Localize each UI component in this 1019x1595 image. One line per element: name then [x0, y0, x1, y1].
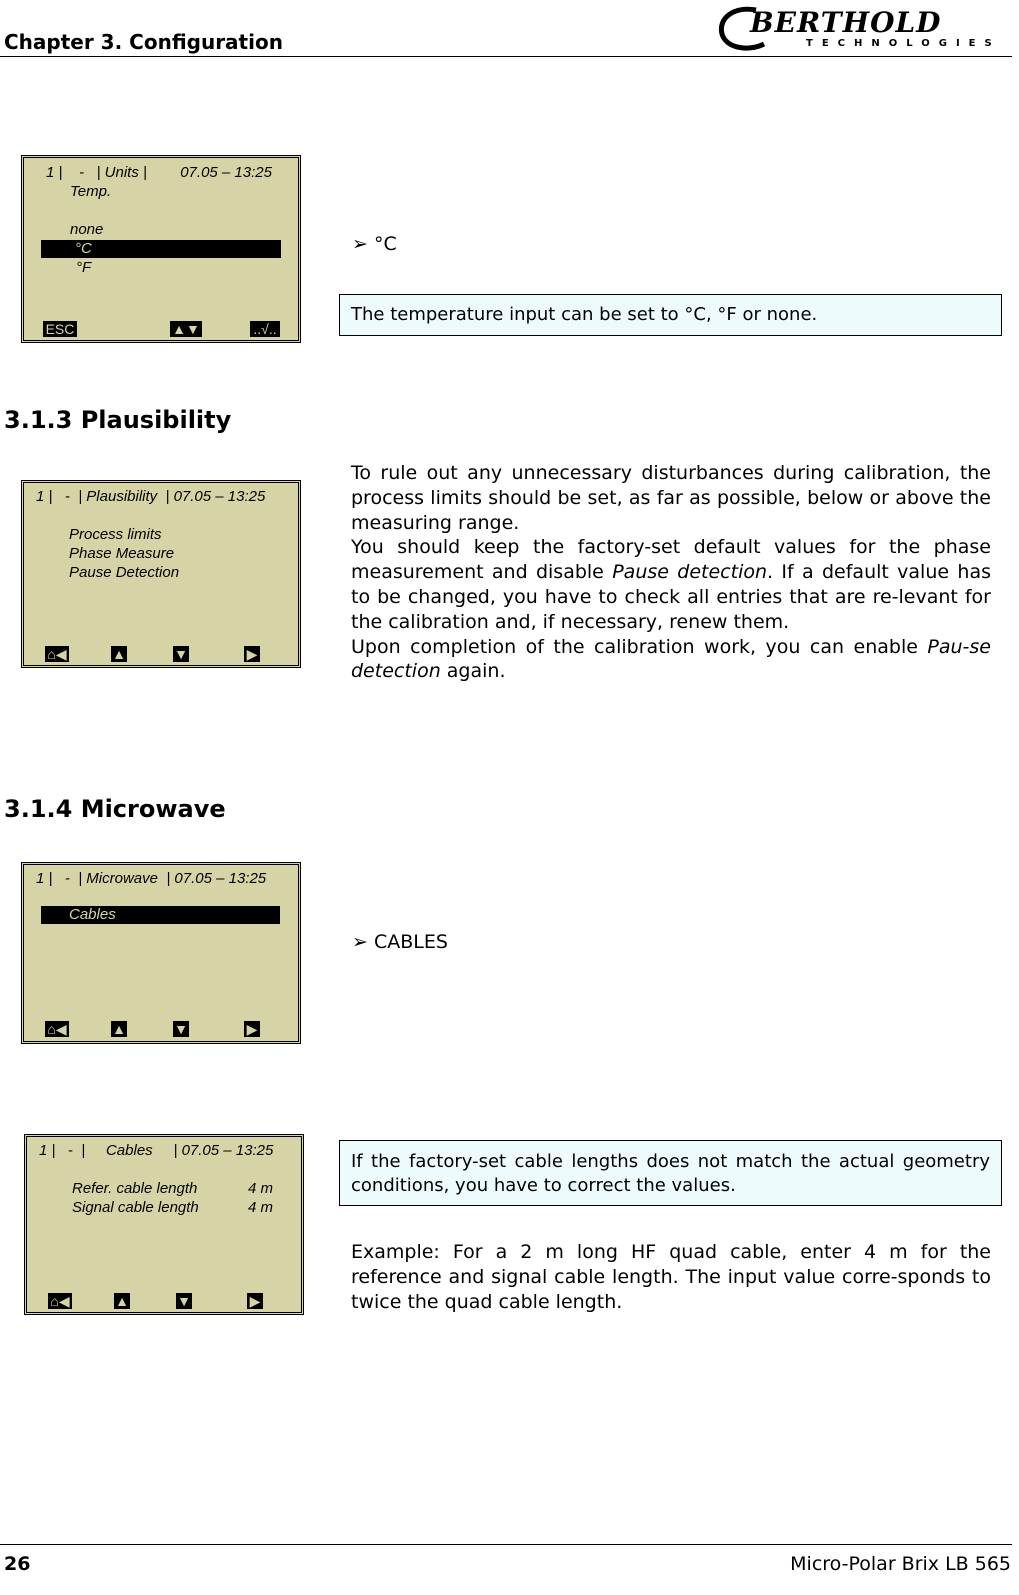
product-name: Micro-Polar Brix LB 565: [790, 1553, 1011, 1575]
up-button[interactable]: ▲: [115, 1293, 129, 1309]
option-celsius-selected[interactable]: °C: [41, 240, 281, 258]
screen-title-bar: 1 | - | Cables | 07.05 – 13:25: [39, 1142, 274, 1159]
signal-cable-length-value[interactable]: 4 m: [248, 1199, 274, 1216]
home-left-button[interactable]: ⌂◀: [48, 1293, 72, 1309]
menu-item-cables-selected[interactable]: Cables: [41, 906, 280, 924]
units-note: The temperature input can be set to °C, °F or none.: [339, 294, 1002, 336]
home-left-button[interactable]: ⌂◀: [45, 1021, 69, 1037]
screen-title-bar: 1 | - | Plausibility | 07.05 – 13:25: [36, 488, 266, 505]
home-left-button[interactable]: ⌂◀: [45, 646, 69, 662]
down-button[interactable]: ▼: [177, 1293, 191, 1309]
microwave-bullet: ➢ CABLES: [352, 931, 448, 953]
plausibility-screen: [21, 480, 301, 668]
plausibility-text: [351, 461, 991, 684]
screen-title-bar: 1 | - | Microwave | 07.05 – 13:25: [36, 870, 267, 887]
up-button[interactable]: ▲: [112, 1021, 126, 1037]
refer-cable-length-value[interactable]: 4 m: [248, 1180, 274, 1197]
down-button[interactable]: ▼: [174, 1021, 188, 1037]
logo-word: BERTHOLD: [750, 6, 942, 39]
chapter-title: Chapter 3. Configuration: [4, 30, 283, 54]
header-rule: [0, 56, 1012, 57]
units-screen: [21, 155, 301, 343]
microwave-screen: [21, 862, 301, 1044]
signal-cable-length-label[interactable]: Signal cable length: [72, 1199, 199, 1216]
cables-note: If the factory-set cable lengths does not match the actual geometry conditions, you have to correct the values.: [339, 1140, 1002, 1206]
logo-subtitle: TECHNOLOGIES: [806, 38, 1001, 49]
screen-label: Temp.: [70, 183, 112, 200]
menu-item-phase-measure[interactable]: Phase Measure: [69, 545, 175, 562]
refer-cable-length-label[interactable]: Refer. cable length: [72, 1180, 198, 1197]
units-bullet: ➢ °C: [352, 233, 397, 255]
option-none[interactable]: none: [70, 221, 104, 238]
right-button[interactable]: ▶: [244, 1021, 260, 1037]
up-button[interactable]: ▲: [112, 646, 126, 662]
down-button[interactable]: ▼: [174, 646, 188, 662]
berthold-logo: [716, 4, 1008, 54]
page-number: 26: [4, 1553, 31, 1575]
screen-title-bar: 1 | - | Units | 07.05 – 13:25: [46, 164, 272, 181]
ok-button[interactable]: ..√..: [250, 321, 280, 337]
menu-item-pause-detection[interactable]: Pause Detection: [69, 564, 180, 581]
paragraph: Upon completion of the calibration work, you can enable Pau-se detection again.: [351, 635, 991, 683]
cables-example: Example: For a 2 m long HF quad cable, enter 4 m for the reference and signal cable length. The input value corre-sponds to twice the quad cable length.: [351, 1241, 991, 1313]
right-button[interactable]: ▶: [247, 1293, 263, 1309]
right-button[interactable]: ▶: [244, 646, 260, 662]
heading-microwave: 3.1.4 Microwave: [4, 795, 226, 823]
up-down-button[interactable]: ▲▼: [170, 321, 202, 337]
paragraph: To rule out any unnecessary disturbances during calibration, the process limits should be set, as far as possible, below or above the measuring range.: [351, 462, 991, 534]
cables-screen: [24, 1134, 304, 1315]
paragraph: You should keep the factory-set default values for the phase measurement and disable Pause detection. If a default value has to be changed, you have to check all entries that are re-levant for the calibration and, if necessary, renew them.: [351, 536, 991, 633]
footer-rule: [0, 1544, 1012, 1545]
esc-button[interactable]: ESC: [43, 321, 77, 337]
option-fahrenheit[interactable]: °F: [76, 259, 92, 276]
menu-item-process-limits[interactable]: Process limits: [69, 526, 162, 543]
heading-plausibility: 3.1.3 Plausibility: [4, 406, 232, 434]
